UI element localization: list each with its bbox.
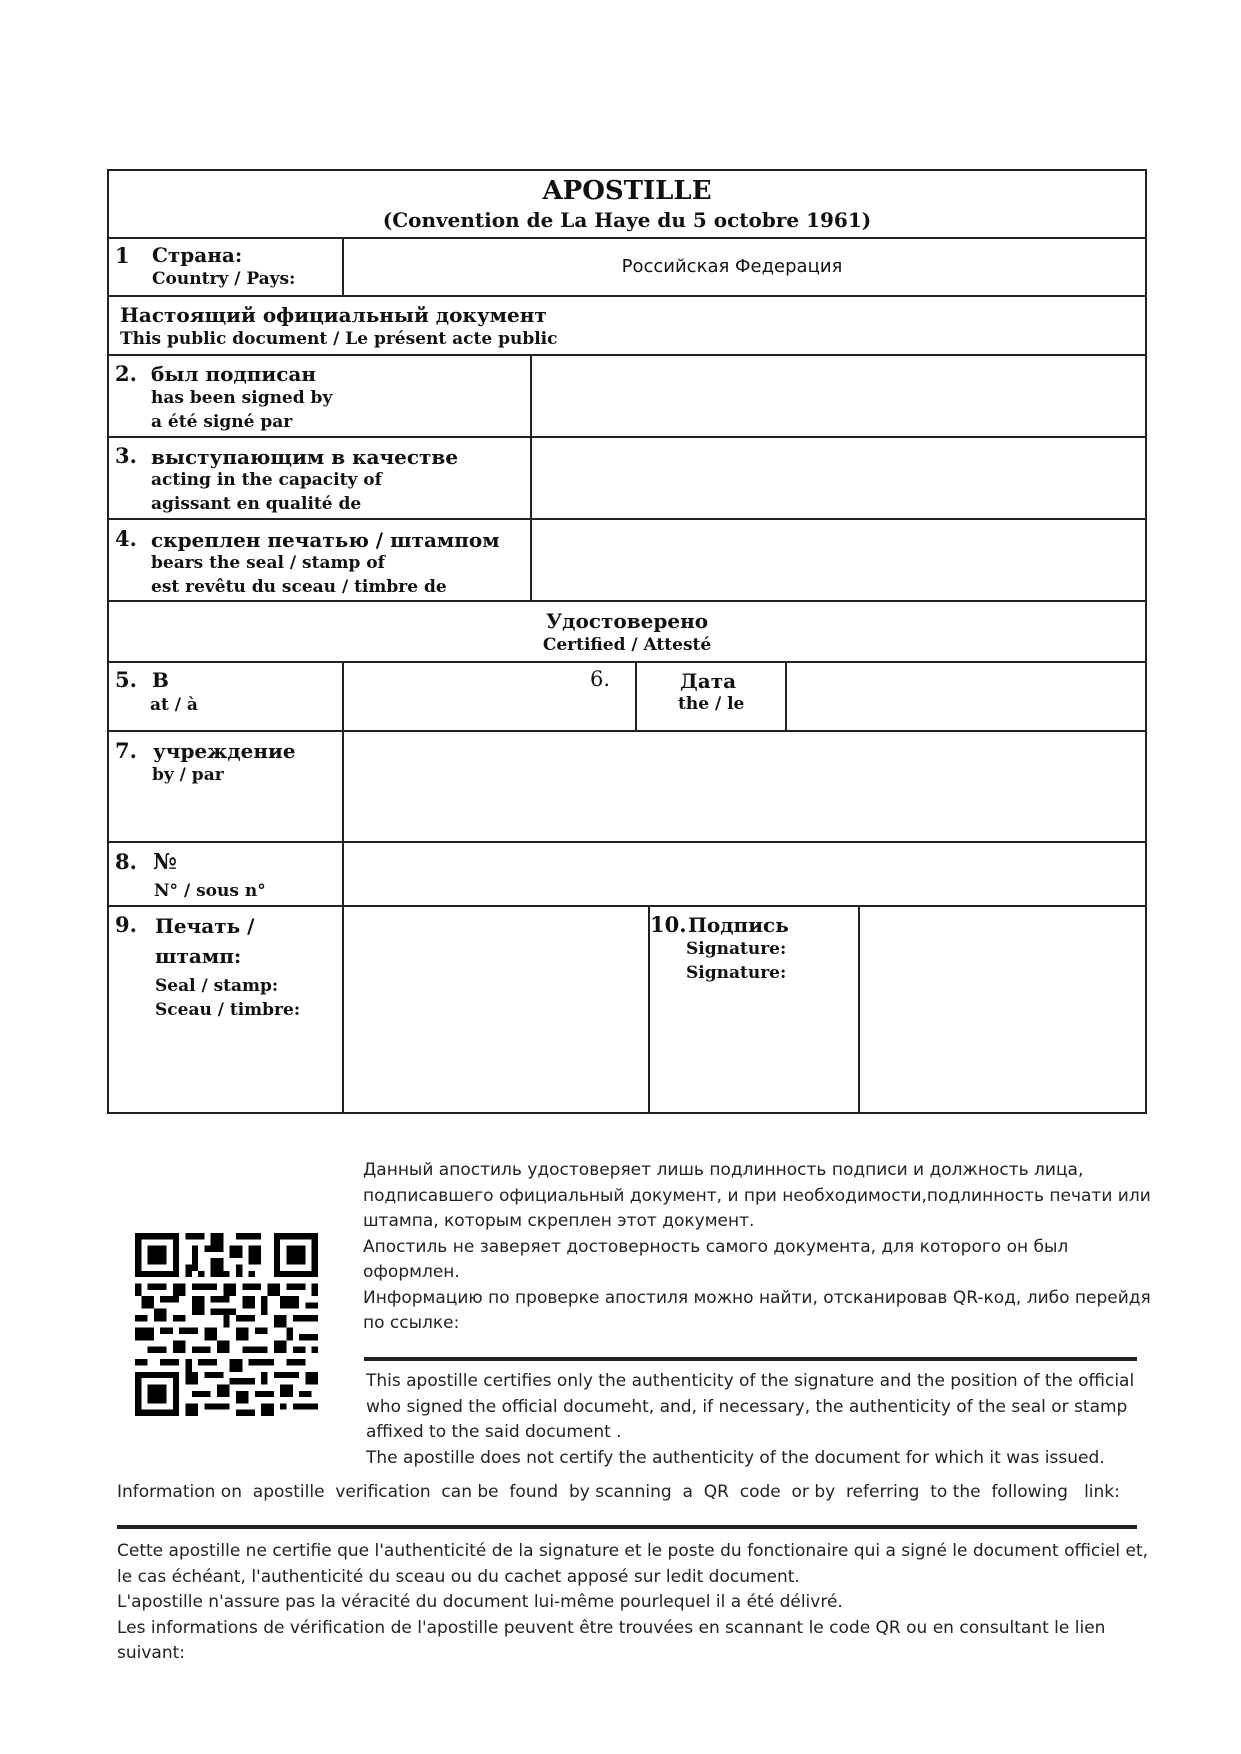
field-5-label-en: at / à (150, 695, 198, 715)
divider (109, 661, 1145, 663)
note-line: affixed to the said document . (366, 1422, 622, 1442)
field-9-number: 9. (115, 912, 137, 937)
note-line: The apostille does not certify the authenticity of the document for which it was issued. (366, 1447, 1105, 1468)
field-5-number: 5. (115, 667, 137, 692)
field-3-value (530, 436, 1142, 514)
notes-french (117, 1539, 1237, 1667)
divider (785, 661, 787, 731)
field-1-value: Российская Федерация (621, 256, 843, 277)
field-1-label-ru: Страна: (152, 243, 243, 267)
certified-label-en: Certified / Attesté (542, 635, 712, 655)
field-10-label-fr: Signature: (686, 963, 787, 983)
field-10-number: 10. (650, 912, 687, 937)
field-3-label-ru: выступающим в качестве (151, 445, 459, 469)
note-line: L'apostille n'assure pas la véracité du document lui-même pourlequel il a été délivré. (117, 1592, 843, 1612)
field-2-value (530, 354, 1142, 432)
field-8-label-ru: № (153, 849, 177, 875)
divider (109, 730, 1145, 732)
field-3-label-en: acting in the capacity of (151, 470, 382, 490)
field-7-number: 7. (115, 738, 137, 763)
divider (109, 841, 1145, 843)
field-2-label-en: has been signed by (151, 388, 333, 408)
field-4-label-ru: скреплен печатью / штампом (151, 528, 500, 552)
divider (109, 295, 1145, 297)
note-line: по ссылке: (363, 1313, 460, 1333)
field-4-label-en: bears the seal / stamp of (151, 553, 385, 573)
note-info-line: Information on apostille verification can be found by scanning a QR code or by referring to the following link: (117, 1482, 1120, 1502)
field-10-label-ru: Подпись (688, 913, 789, 937)
document-title: APOSTILLE (542, 176, 712, 206)
public-document-label-ru: Настоящий официальный документ (120, 303, 547, 327)
field-10-label-en: Signature: (686, 939, 787, 959)
field-3-number: 3. (115, 443, 137, 468)
field-6-label-ru: Дата (680, 669, 737, 693)
note-line: оформлен. (363, 1262, 460, 1282)
note-line: Данный апостиль удостоверяет лишь подлинность подписи и должность лица, (363, 1160, 1084, 1180)
note-line: This apostille certifies only the authenticity of the signature and the position of the official (366, 1371, 1135, 1391)
certified-label-ru: Удостоверено (545, 609, 709, 633)
note-line: who signed the official documeht, and, if necessary, the authenticity of the seal or stamp (366, 1396, 1128, 1417)
document-subtitle: (Convention de La Haye du 5 octobre 1961) (382, 208, 872, 232)
field-1-label-en: Country / Pays: (152, 269, 296, 289)
separator-rule (117, 1525, 1137, 1529)
divider (342, 661, 344, 1114)
field-8-label-en: N° / sous n° (154, 881, 266, 901)
field-1-number: 1 (115, 243, 130, 268)
field-4-number: 4. (115, 526, 137, 551)
divider (109, 905, 1145, 907)
notes-russian (363, 1158, 1153, 1337)
field-7-label-ru: учреждение (153, 739, 296, 763)
field-8-number: 8. (115, 849, 137, 874)
note-line: Cette apostille ne certifie que l'authenticité de la signature et le poste du fonctionaire qui a signé le document officiel et, (117, 1541, 1149, 1561)
note-line: штампа, которым скреплен этот документ. (363, 1211, 755, 1231)
field-6-label-en: the / le (678, 694, 745, 714)
note-line: le cas échéant, l'authenticité du sceau ou du cachet apposé sur ledit document. (117, 1566, 800, 1587)
field-7-label-en: by / par (152, 765, 224, 785)
field-9-label-ru-2: штамп: (155, 944, 242, 968)
field-9-label-en: Seal / stamp: (155, 976, 279, 996)
field-9-label-ru: Печать / (155, 914, 255, 938)
field-6-number: 6. (590, 667, 611, 691)
qr-code-icon[interactable] (135, 1233, 318, 1416)
note-line: Апостиль не заверяет достоверность самого документа, для которого он был (363, 1236, 1069, 1257)
field-2-number: 2. (115, 361, 137, 386)
note-line: подписавшего официальный документ, и при необходимости,подлинность печати или (363, 1185, 1151, 1206)
divider (635, 661, 637, 731)
field-2-label-ru: был подписан (151, 362, 317, 386)
public-document-label-en: This public document / Le présent acte public (120, 329, 558, 349)
divider (109, 237, 1145, 239)
field-9-label-fr: Sceau / timbre: (155, 1000, 301, 1020)
field-4-value (530, 518, 1142, 596)
field-5-label-ru: В (152, 668, 169, 692)
field-2-label-fr: a été signé par (151, 412, 293, 432)
note-line: Les informations de vérification de l'apostille peuvent être trouvées en scannant le code QR ou en consultant le lien (117, 1617, 1106, 1638)
divider (858, 905, 860, 1114)
divider (109, 600, 1145, 602)
field-3-label-fr: agissant en qualité de (151, 494, 362, 514)
notes-english (366, 1369, 1156, 1471)
field-4-label-fr: est revêtu du sceau / timbre de (151, 577, 447, 597)
note-line: Информацию по проверке апостиля можно найти, отсканировав QR-код, либо перейдя (363, 1287, 1151, 1308)
note-line: suivant: (117, 1643, 185, 1663)
separator-rule (364, 1357, 1137, 1361)
